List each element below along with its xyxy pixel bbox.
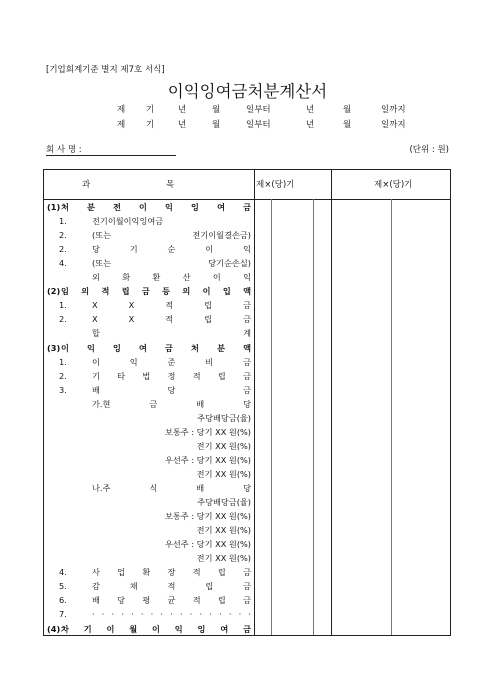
row-account-label: 임 의 적 립 금 등 의 이 입 액	[61, 286, 251, 297]
unit-label: (단위 : 원)	[409, 145, 449, 155]
table-row	[47, 579, 253, 593]
row-account-label: · · · · · · · · · · · · · · · · ·	[92, 609, 251, 620]
header-current-period: 제×(당)기	[256, 180, 295, 190]
document-title: 이익잉여금처분계산서	[167, 82, 328, 101]
row-account-label: 주당배당금(율)	[197, 412, 251, 423]
row-account-label: 차 기 이 월 이 익 잉 여 금	[61, 623, 251, 634]
row-account-label: 기 타 법 정 적 립 금	[92, 370, 251, 381]
row-number: 1.	[59, 300, 67, 311]
period-word: 제	[117, 105, 126, 115]
period-word: 기	[146, 105, 155, 115]
table-row	[47, 607, 253, 621]
row-number: 7.	[59, 609, 67, 620]
period-word: 월	[343, 120, 352, 130]
table-row	[47, 439, 253, 453]
table-row	[47, 523, 253, 537]
row-number: 6.	[59, 595, 67, 606]
row-number: 2.	[59, 230, 67, 241]
row-number: 2.	[59, 370, 67, 381]
company-name-label: 회 사 명 :	[46, 145, 82, 155]
row-account-label: 전기 XX 원(%)	[196, 525, 251, 536]
row-account-label: 외 화 환 산 이 익	[92, 272, 251, 283]
table-row	[47, 467, 253, 481]
header-item-right: 목	[166, 180, 175, 190]
row-account-label: 전기 XX 원(%)	[196, 440, 251, 451]
table-row	[47, 551, 253, 565]
row-account-label: 전기 XX 원(%)	[196, 468, 251, 479]
subcolumn-divider-prior	[391, 199, 392, 635]
table-row	[47, 341, 253, 355]
row-number: 2.	[59, 314, 67, 325]
row-number: (2)	[47, 286, 61, 297]
period-word: 년	[306, 120, 315, 130]
row-account-label: 처 분 전 이 익 잉 여 금	[61, 202, 251, 212]
table-row	[47, 312, 253, 326]
row-number: 4.	[59, 258, 67, 269]
row-account-label: X X 적 립 금	[92, 314, 251, 325]
statement-table	[43, 169, 451, 636]
row-number: 1.	[59, 356, 67, 367]
period-word: 일까지	[381, 120, 406, 130]
column-divider-prior	[331, 170, 332, 635]
subcolumn-divider-current-a	[271, 199, 272, 635]
table-row	[47, 284, 253, 298]
row-number: (4)	[47, 623, 61, 634]
row-account-label: 이 익 준 비 금	[92, 356, 251, 367]
table-row	[47, 200, 253, 214]
row-account-label: 보통주 : 당기 XX 원(%)	[164, 426, 251, 437]
row-account-label: 전기 XX 원(%)	[196, 553, 251, 564]
table-row	[47, 481, 253, 495]
row-account-label: 우선주 : 당기 XX 원(%)	[164, 454, 251, 465]
row-account-label: 배 당 평 균 적 립 금	[92, 595, 251, 606]
period-word: 일까지	[381, 105, 406, 115]
row-account-label: 보통주 : 당기 XX 원(%)	[164, 511, 251, 522]
row-number: 5.	[59, 581, 67, 592]
row-account-label: 이 익 잉 여 금 처 분 액	[61, 342, 251, 353]
period-word: 제	[117, 120, 126, 130]
column-divider-current	[254, 170, 255, 635]
form-number-note: [기업회계기준 별지 제7호 서식]	[46, 65, 165, 75]
row-number: 2.	[59, 244, 67, 255]
table-row	[47, 565, 253, 579]
table-row	[47, 453, 253, 467]
table-row	[47, 537, 253, 551]
table-row	[47, 622, 253, 636]
table-row	[47, 270, 253, 284]
table-row	[47, 242, 253, 256]
row-number: (1)	[47, 202, 61, 212]
company-name-field	[46, 143, 176, 156]
table-row	[47, 593, 253, 607]
row-account-label: 감 채 적 립 금	[92, 581, 251, 592]
period-word: 년	[178, 120, 187, 130]
period-word: 일부터	[246, 105, 271, 115]
subcolumn-divider-current-b	[313, 199, 314, 635]
table-row	[47, 383, 253, 397]
row-account-label: 주당배당금(율)	[197, 497, 251, 508]
row-account-label: 합 계	[92, 328, 251, 339]
period-word: 월	[212, 120, 221, 130]
table-row	[47, 355, 253, 369]
row-account-label: 나.주 식 배 당	[92, 483, 251, 493]
period-word: 월	[343, 105, 352, 115]
row-account-label: (또는 전기이월결손금)	[92, 230, 251, 241]
period-word: 기	[146, 120, 155, 130]
table-row	[47, 326, 253, 340]
row-account-label: 배 당 금	[92, 384, 251, 395]
table-row	[47, 228, 253, 242]
table-row	[47, 411, 253, 425]
table-row	[47, 298, 253, 312]
table-row	[47, 425, 253, 439]
header-item-left: 과	[82, 180, 91, 190]
table-row	[47, 369, 253, 383]
row-account-label: 전기이월이익잉여금	[92, 216, 164, 227]
row-account-label: 가.현 금 배 당	[92, 398, 251, 409]
period-word: 년	[306, 105, 315, 115]
table-row	[47, 397, 253, 411]
row-number: 3.	[59, 384, 67, 395]
table-row	[47, 256, 253, 270]
row-account-label: 우선주 : 당기 XX 원(%)	[164, 539, 251, 550]
table-row	[47, 509, 253, 523]
row-number: (3)	[47, 342, 61, 353]
row-number: 1.	[59, 216, 67, 227]
row-account-label: (또는 당기순손실)	[92, 258, 251, 269]
row-account-label: X X 적 립 금	[92, 300, 251, 311]
table-row	[47, 495, 253, 509]
row-account-label: 당 기 순 이 익	[92, 244, 251, 255]
row-account-label: 사 업 확 장 적 립 금	[92, 567, 251, 578]
table-row	[47, 214, 253, 228]
period-word: 일부터	[246, 120, 271, 130]
header-prior-period: 제×(당)기	[374, 180, 413, 190]
row-number: 4.	[59, 567, 67, 578]
period-word: 년	[178, 105, 187, 115]
period-word: 월	[212, 105, 221, 115]
